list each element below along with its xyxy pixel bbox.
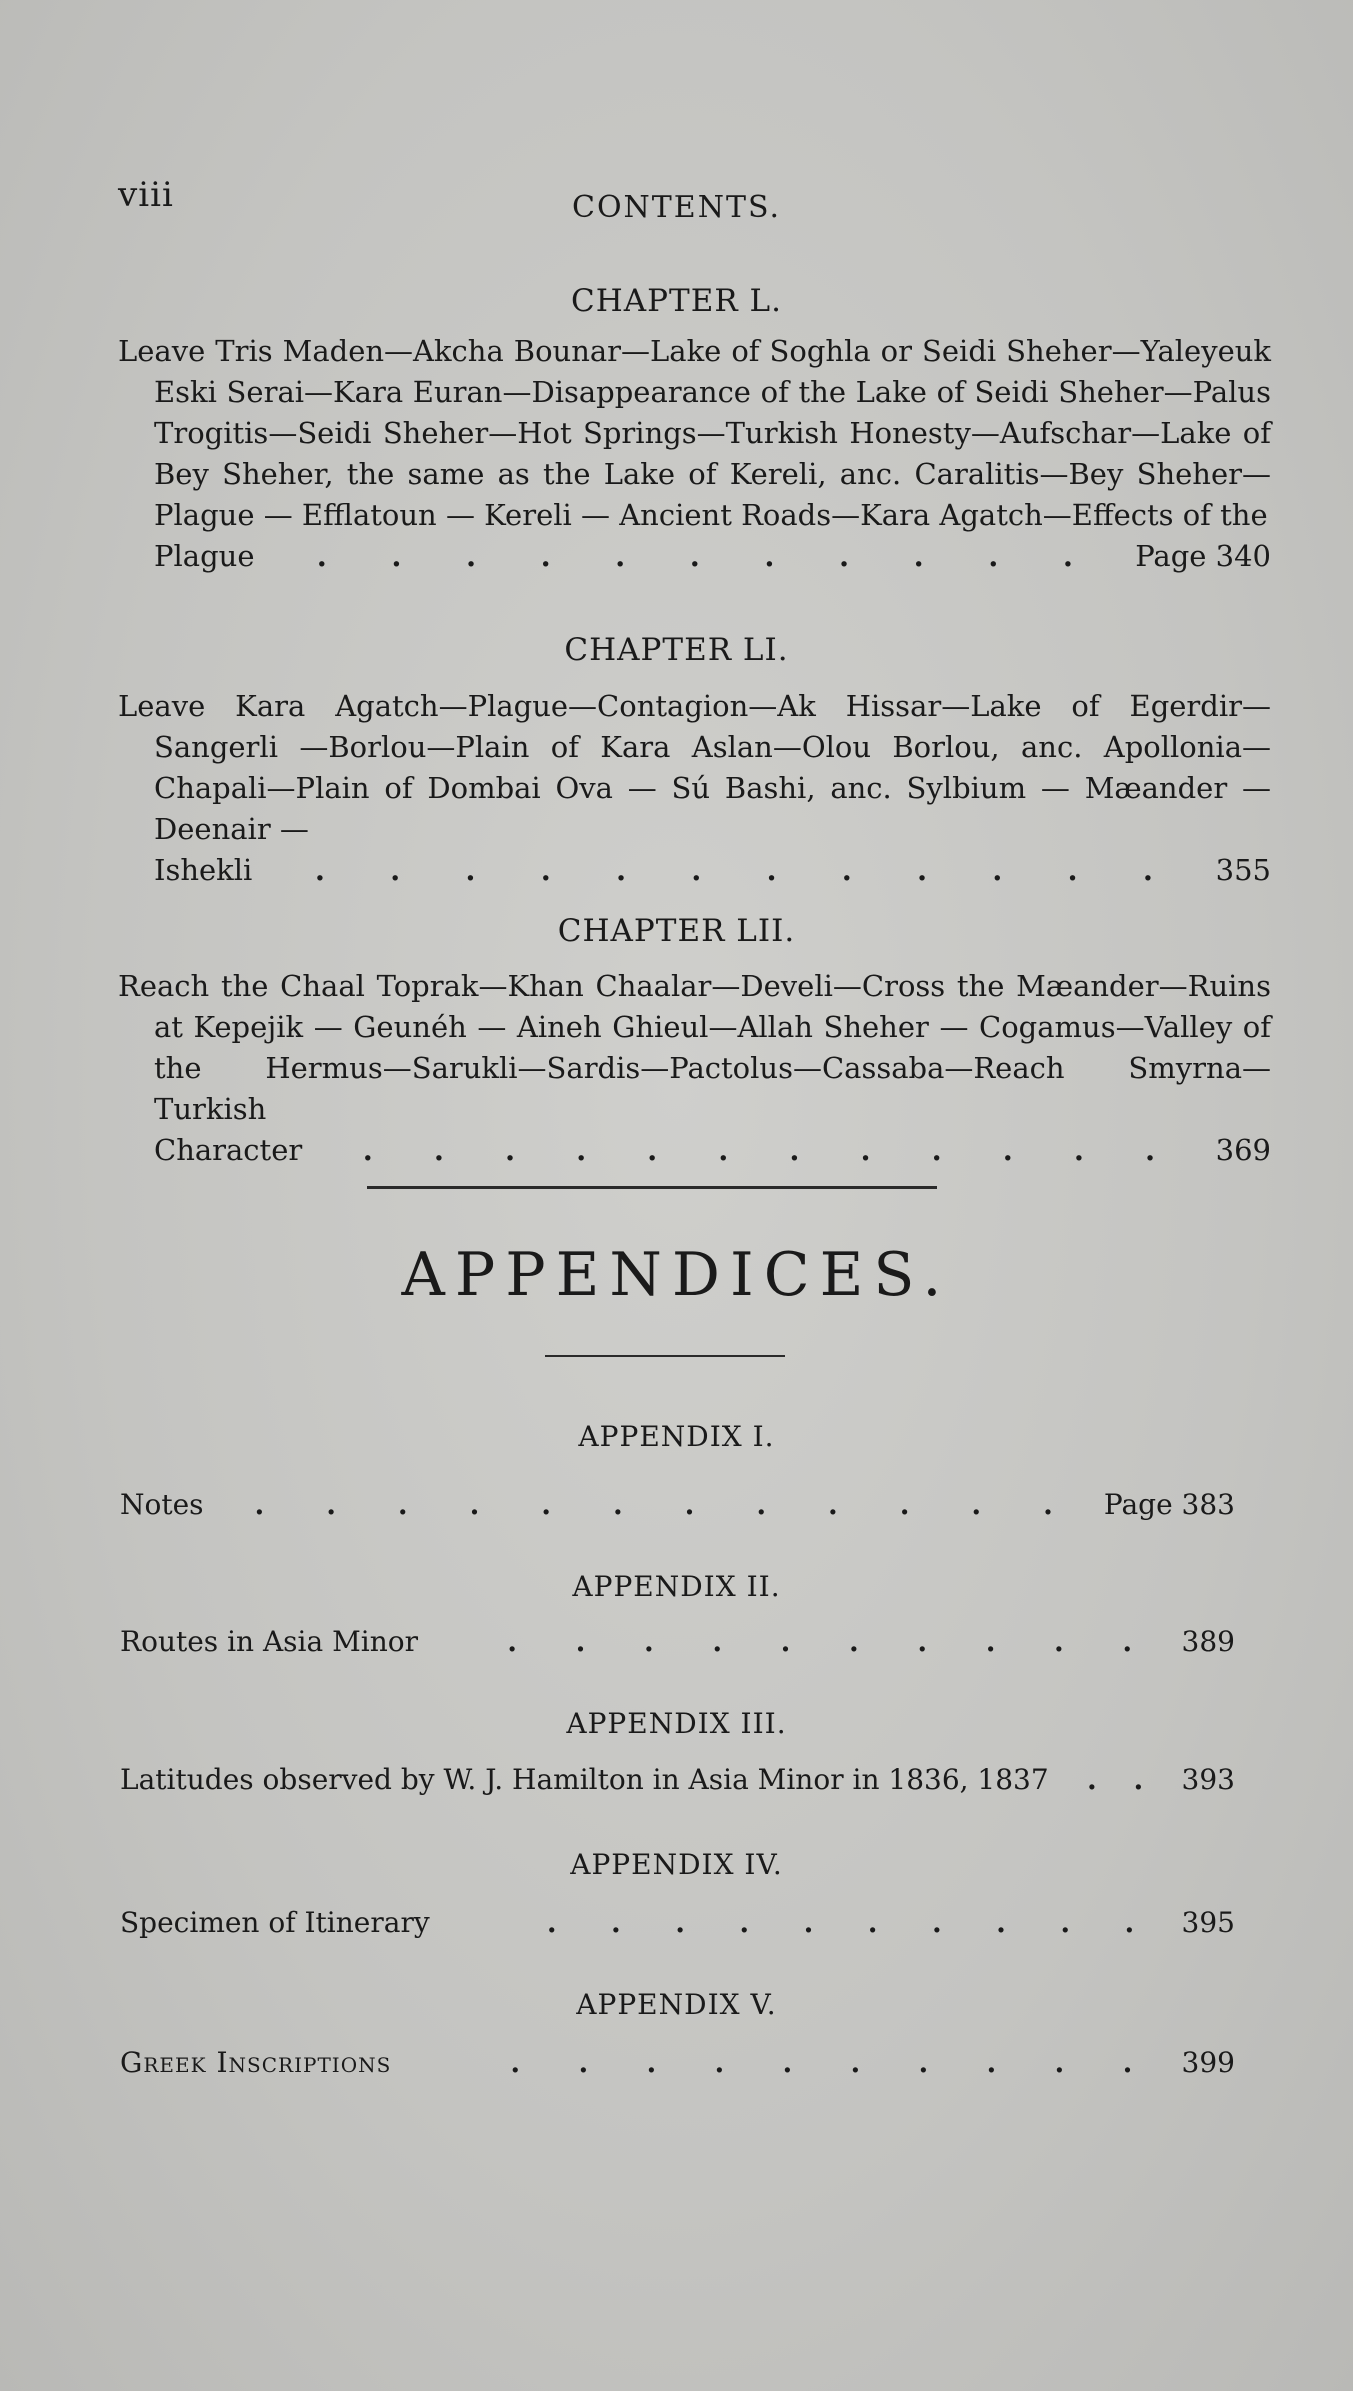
dot-leaders: . . . . . . . . . . . . — [314, 853, 1153, 887]
toc-page-number: 369 — [1215, 1133, 1271, 1167]
dot-leaders: . . . . . . . . . . . . — [254, 1488, 1053, 1521]
short-rule — [545, 1355, 785, 1357]
dot-leaders: . . . . . . . . . . — [510, 2046, 1133, 2079]
appendix-label: Greek Inscriptions — [120, 2046, 392, 2079]
toc-entry-line — [154, 850, 1271, 891]
section-rule — [367, 1186, 937, 1189]
running-head: CONTENTS. — [572, 190, 781, 225]
page-folio: viii — [118, 175, 174, 215]
dot-leaders: . . . . . . . . . . . . — [362, 1133, 1156, 1167]
dot-leaders: . . — [1087, 1763, 1144, 1796]
dot-leaders: . . . . . . . . . . . — [316, 539, 1073, 573]
chapter-summary-text: Reach the Chaal Toprak—Khan Chaalar—Develi—Cross the Mæander—Ruins at Kepejik — Geunéh — Aineh Ghieul—Allah Sheher — Cogamus—Valley of the Hermus—Sarukli—Sardis—Pactolus—Cassaba—Reach Smyrna—Turkish — [118, 969, 1271, 1126]
chapter-summary — [118, 686, 1271, 891]
toc-entry-line — [120, 2046, 1235, 2079]
appendix-label: Notes — [120, 1488, 204, 1521]
dot-leaders: . . . . . . . . . . — [507, 1625, 1133, 1658]
appendix-heading: APPENDIX III. — [566, 1707, 787, 1740]
toc-page-number: 395 — [1181, 1906, 1235, 1939]
toc-page-number: Page 383 — [1103, 1488, 1235, 1521]
appendix-label: Routes in Asia Minor — [120, 1625, 418, 1658]
toc-entry-line — [154, 536, 1271, 577]
toc-page-number: 393 — [1181, 1763, 1235, 1796]
appendix-heading: APPENDIX I. — [578, 1420, 775, 1453]
appendix-heading: APPENDIX II. — [572, 1570, 781, 1603]
toc-last-word: Plague — [154, 539, 255, 573]
toc-page-number: 389 — [1181, 1625, 1235, 1658]
toc-last-word: Character — [154, 1133, 303, 1167]
appendix-label: Specimen of Itinerary — [120, 1906, 430, 1939]
toc-entry-line — [120, 1763, 1235, 1796]
chapter-summary-text: Leave Kara Agatch—Plague—Contagion—Ak Hissar—Lake of Egerdir—Sangerli —Borlou—Plain of Kara Aslan—Olou Borlou, anc. Apollonia—Chapali—Plain of Dombai Ova — Sú Bashi, anc. Sylbium — Mæander — Deenair — — [118, 689, 1271, 846]
chapter-heading: CHAPTER L. — [571, 283, 782, 319]
chapter-heading: CHAPTER LI. — [564, 632, 789, 668]
chapter-heading: CHAPTER LII. — [557, 913, 796, 949]
chapter-summary — [118, 331, 1271, 577]
toc-page-number: 399 — [1181, 2046, 1235, 2079]
dot-leaders: . . . . . . . . . . — [546, 1906, 1135, 1939]
toc-entry-line — [120, 1625, 1235, 1658]
chapter-summary-text: Leave Tris Maden—Akcha Bounar—Lake of Soghla or Seidi Sheher—Yaleyeuk Eski Serai—Kara Euran—Disappearance of the Lake of Seidi Sheher—Palus Trogitis—Seidi Sheher—Hot Springs—Turkish Honesty—Aufschar—Lake of Bey Sheher, the same as the Lake of Kereli, anc. Caralitis—Bey Sheher—Plague — Efflatoun — Kereli — Ancient Roads—Kara Agatch—Effects of the — [118, 334, 1271, 532]
appendix-heading: APPENDIX V. — [576, 1988, 777, 2021]
toc-entry-line — [120, 1906, 1235, 1939]
toc-page-number: Page 340 — [1135, 539, 1271, 573]
appendices-title: APPENDICES. — [401, 1240, 952, 1310]
toc-entry-line — [120, 1488, 1235, 1521]
toc-last-word: Ishekli — [154, 853, 253, 887]
appendix-label: Latitudes observed by W. J. Hamilton in Asia Minor in 1836, 1837 — [120, 1763, 1049, 1796]
appendix-heading: APPENDIX IV. — [570, 1848, 783, 1881]
chapter-summary — [118, 966, 1271, 1171]
toc-page-number: 355 — [1215, 853, 1271, 887]
toc-entry-line — [154, 1130, 1271, 1171]
